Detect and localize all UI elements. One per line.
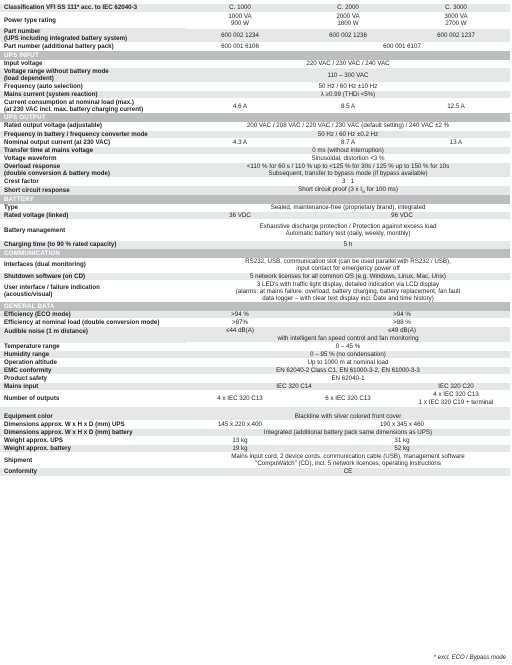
mains-input-c1000-2000: IEC 320 C14 (186, 383, 402, 391)
value-overload-response: <110 % for 60 s / 110 % up to <125 % for 30s / 125 % up to 150 % for 10s Subsequent, transfer to bypass mode (if bypass available) (186, 162, 510, 177)
row-battery-management (0, 220, 510, 241)
row-dimensions-ups (0, 421, 510, 429)
label-overload-response: Overload response (double conversion & battery mode) (0, 162, 186, 177)
row-mains-current (0, 91, 510, 99)
rated-voltage-c1000: 36 VDC (186, 212, 294, 220)
value-mains-current: λ ≥0.99 (THDi <5%) (186, 91, 510, 99)
model-c1000: C. 1000 (186, 4, 294, 12)
weight-battery-c1000: 19 kg (186, 445, 294, 453)
row-battery-type (0, 204, 510, 212)
power-w-c1000: 900 W (186, 20, 294, 28)
row-output-frequency (0, 130, 510, 138)
nominal-c2000: 8.7 A (294, 138, 402, 146)
noise-note: with intelligent fan speed control and fan monitoring (186, 335, 510, 343)
eco-c2000-3000: >94 % (294, 311, 510, 319)
row-voltage-waveform (0, 154, 510, 162)
label-charging-time: Charging time (to 90 % rated capacity) (0, 241, 186, 249)
nominal-c3000: 13 A (402, 138, 510, 146)
noise-c1000: ≤44 dB(A) (186, 327, 294, 335)
rated-voltage-c2000-3000: 96 VDC (294, 212, 510, 220)
row-user-interface (0, 280, 510, 302)
label-mains-current: Mains current (system reaction) (0, 91, 186, 99)
value-equipment-color: Blackline with silver colored front cover (186, 407, 510, 421)
value-temperature: 0 – 45 % (186, 343, 510, 351)
label-conformity: Conformity (0, 468, 186, 476)
value-crest-factor: 3 : 1 (186, 177, 510, 185)
part-number-row (0, 28, 510, 43)
footnote: * excl. ECO / Bypass mode (433, 655, 506, 661)
value-battery-type: Sealed, maintenance-free (proprietary brand), integrated (186, 204, 510, 212)
value-product-safety: EN 62040-1 (186, 375, 510, 383)
label-interfaces: Interfaces (dual monitoring) (0, 258, 186, 273)
row-shutdown-software (0, 272, 510, 280)
label-humidity: Humidity range (0, 351, 186, 359)
dim-ups-c1000: 145 x 220 x 400 (186, 421, 294, 429)
eco-c1000: >94 % (186, 311, 294, 319)
value-user-interface: 3 LED's with traffic light display, detailed indication via LCD display (alarms: at mains failure, overload, battery charging, battery replacement, fan fault data logger – with clear text display incl. Date and time history) (186, 280, 510, 302)
value-rated-output-voltage: 200 VAC / 208 VAC / 220 VAC / 230 VAC (default setting) / 240 VAC ±2 % (186, 122, 510, 130)
label-user-interface: User interface / failure indication (acoustic/visual) (0, 280, 186, 302)
label-battery-type: Type (0, 204, 186, 212)
spec-table (0, 4, 510, 476)
value-voltage-range: 110 – 300 VAC (186, 68, 510, 83)
section-title-ups-input: UPS INPUT (0, 51, 510, 60)
part-number-label: Part number (UPS including integrated battery system) (0, 28, 186, 43)
noise-c2000-3000: ≤49 dB(A) (294, 327, 510, 335)
value-shutdown-software: 5 network licenses for all common OS (e.g. Windows, Linux, Mac, Unix) (186, 272, 510, 280)
section-ups-input (0, 51, 510, 60)
outputs-c2000: 6 x IEC 320 C13 (294, 391, 402, 407)
row-humidity (0, 351, 510, 359)
value-emc: EN 62040-2 Class C1, EN 61000-3-2, EN 61000-3-3 (186, 367, 510, 375)
label-input-frequency: Frequency (auto selection) (0, 83, 186, 91)
part-number-c2000: 600 002 1236 (294, 28, 402, 43)
label-battery-management: Battery management (0, 220, 186, 241)
classification-label: Classification VFI SS 111* acc. to IEC 62040-3 (0, 4, 186, 12)
section-title-battery: BATTERY (0, 195, 510, 204)
value-humidity: 0 – 95 % (no condensation) (186, 351, 510, 359)
part-number-battery-row (0, 43, 510, 51)
weight-ups-c2000-3000: 31 kg (294, 437, 510, 445)
section-title-ups-output: UPS OUTPUT (0, 113, 510, 122)
weight-ups-c1000: 13 kg (186, 437, 294, 445)
row-number-outputs (0, 391, 510, 399)
row-shipment (0, 453, 510, 468)
label-altitude: Operation altitude (0, 359, 186, 367)
label-rated-output-voltage: Rated output voltage (adjustable) (0, 122, 186, 130)
row-conformity (0, 468, 510, 476)
power-w-c3000: 2700 W (402, 20, 510, 28)
value-input-frequency: 50 Hz / 60 Hz ±10 Hz (186, 83, 510, 91)
label-shutdown-software: Shutdown software (on CD) (0, 272, 186, 280)
power-va-c3000: 3000 VA (402, 12, 510, 20)
row-product-safety (0, 375, 510, 383)
model-c3000: C. 3000 (402, 4, 510, 12)
row-altitude (0, 359, 510, 367)
power-rating-va-row (0, 12, 510, 20)
outputs-c3000-extra: 1 x IEC 320 C19 + terminal (402, 399, 510, 407)
label-mains-input: Mains input (0, 383, 186, 391)
label-number-outputs: Number of outputs (0, 391, 186, 407)
label-crest-factor: Crest factor (0, 177, 186, 185)
label-voltage-waveform: Voltage waveform (0, 154, 186, 162)
row-crest-factor (0, 177, 510, 185)
part-number-battery-label: Part number (additional battery pack) (0, 43, 186, 51)
section-title-communication: COMMUNICATION (0, 249, 510, 258)
row-rated-voltage-linked (0, 212, 510, 220)
efficiency-c1000: >87% (186, 319, 294, 327)
row-weight-battery (0, 445, 510, 453)
efficiency-c2000-3000: >88 % (294, 319, 510, 327)
row-input-voltage (0, 60, 510, 68)
model-c2000: C. 2000 (294, 4, 402, 12)
outputs-c3000: 4 x IEC 320 C13 (402, 391, 510, 399)
value-shipment: Mains input cord, 2 device cords, communication cable (USB), management software "CompuWatch" (CD), incl. 5 network licences, operating instructions (186, 453, 510, 468)
consumption-c1000: 4.6 A (186, 99, 294, 114)
section-ups-output (0, 113, 510, 122)
label-efficiency-eco: Efficiency (ECO mode) (0, 311, 186, 319)
value-conformity: CE (186, 468, 510, 476)
row-nominal-output-current (0, 138, 510, 146)
row-voltage-range (0, 68, 510, 83)
row-emc (0, 367, 510, 375)
row-equipment-color (0, 407, 510, 421)
label-dimensions-ups: Dimensions approx. W x H x D (mm) UPS (0, 421, 186, 429)
row-efficiency-eco (0, 311, 510, 319)
label-voltage-range: Voltage range without battery mode (load dependent) (0, 68, 186, 83)
nominal-c1000: 4.3 A (186, 138, 294, 146)
part-number-c1000: 600 002 1234 (186, 28, 294, 43)
value-short-circuit (186, 185, 510, 195)
short-circuit-text-end: for 100 ms) (364, 185, 398, 193)
header-row (0, 4, 510, 12)
power-rating-label: Power type rating (0, 12, 186, 28)
label-product-safety: Product safety (0, 375, 186, 383)
row-current-consumption (0, 99, 510, 114)
value-charging-time: 5 h (186, 241, 510, 249)
label-current-consumption: Current consumption at nominal load (max.) (at 230 VAC incl. max. battery charging current) (0, 99, 186, 114)
row-dimensions-battery (0, 429, 510, 437)
value-transfer-time: 0 ms (without interruption) (186, 146, 510, 154)
value-battery-management: Exhaustive discharge protection / Protection against excess load Automatic battery test (daily, weekly, monthly) (186, 220, 510, 241)
label-shipment: Shipment (0, 453, 186, 468)
row-weight-ups (0, 437, 510, 445)
part-number-battery-c2000-3000: 600 001 6107 (294, 43, 510, 51)
label-audible-noise: Audible noise (1 m distance) (0, 327, 186, 343)
row-mains-input (0, 383, 510, 391)
label-nominal-output-current: Nominal output current (at 230 VAC) (0, 138, 186, 146)
part-number-c3000: 600 002 1237 (402, 28, 510, 43)
row-audible-noise (0, 327, 510, 335)
value-output-frequency: 50 Hz / 60 Hz ±0.2 Hz (186, 130, 510, 138)
section-battery (0, 195, 510, 204)
power-va-c1000: 1000 VA (186, 12, 294, 20)
row-temperature (0, 343, 510, 351)
row-transfer-time (0, 146, 510, 154)
value-interfaces: RS232, USB, communication slot (can be used parallel with RS232 / USB), input contact for emergency power off (186, 258, 510, 273)
consumption-c2000: 8.5 A (294, 99, 402, 114)
short-circuit-subscript: N (362, 188, 365, 194)
label-emc: EMC conformity (0, 367, 186, 375)
power-va-c2000: 2000 VA (294, 12, 402, 20)
value-altitude: Up to 1000 m at nominal load (186, 359, 510, 367)
label-efficiency-nominal: Efficiency at nominal load (double conversion mode) (0, 319, 186, 327)
part-number-battery-c1000: 600 001 6106 (186, 43, 294, 51)
label-weight-battery: Weight approx. battery (0, 445, 186, 453)
label-dimensions-battery: Dimensions approx. W x H x D (mm) battery (0, 429, 186, 437)
outputs-c1000: 4 x IEC 320 C13 (186, 391, 294, 407)
consumption-c3000: 12.5 A (402, 99, 510, 114)
label-temperature: Temperature range (0, 343, 186, 351)
section-general-data (0, 302, 510, 311)
value-voltage-waveform: Sinusoidal, distortion <3 % (186, 154, 510, 162)
power-w-c2000: 1800 W (294, 20, 402, 28)
row-overload-response (0, 162, 510, 177)
row-input-frequency (0, 83, 510, 91)
value-input-voltage: 220 VAC / 230 VAC / 240 VAC (186, 60, 510, 68)
label-rated-voltage-linked: Rated voltage (linked) (0, 212, 186, 220)
label-weight-ups: Weight approx. UPS (0, 437, 186, 445)
row-rated-output-voltage (0, 122, 510, 130)
mains-input-c3000: IEC 320 C20 (402, 383, 510, 391)
row-efficiency-nominal (0, 319, 510, 327)
row-charging-time (0, 241, 510, 249)
label-transfer-time: Transfer time at mains voltage (0, 146, 186, 154)
weight-battery-c2000-3000: 52 kg (294, 445, 510, 453)
section-title-general-data: GENERAL DATA (0, 302, 510, 311)
short-circuit-text: Short circuit proof (3 x I (298, 185, 363, 193)
row-interfaces (0, 258, 510, 273)
row-short-circuit (0, 185, 510, 195)
label-short-circuit: Short circuit response (0, 185, 186, 195)
label-input-voltage: Input voltage (0, 60, 186, 68)
label-equipment-color: Equipment color (0, 407, 186, 421)
value-dimensions-battery: Integrated (additional battery pack same dimensions as UPS) (186, 429, 510, 437)
dim-ups-c2000-3000: 190 x 345 x 460 (294, 421, 510, 429)
section-communication (0, 249, 510, 258)
label-output-frequency: Frequency in battery / frequency converter mode (0, 130, 186, 138)
